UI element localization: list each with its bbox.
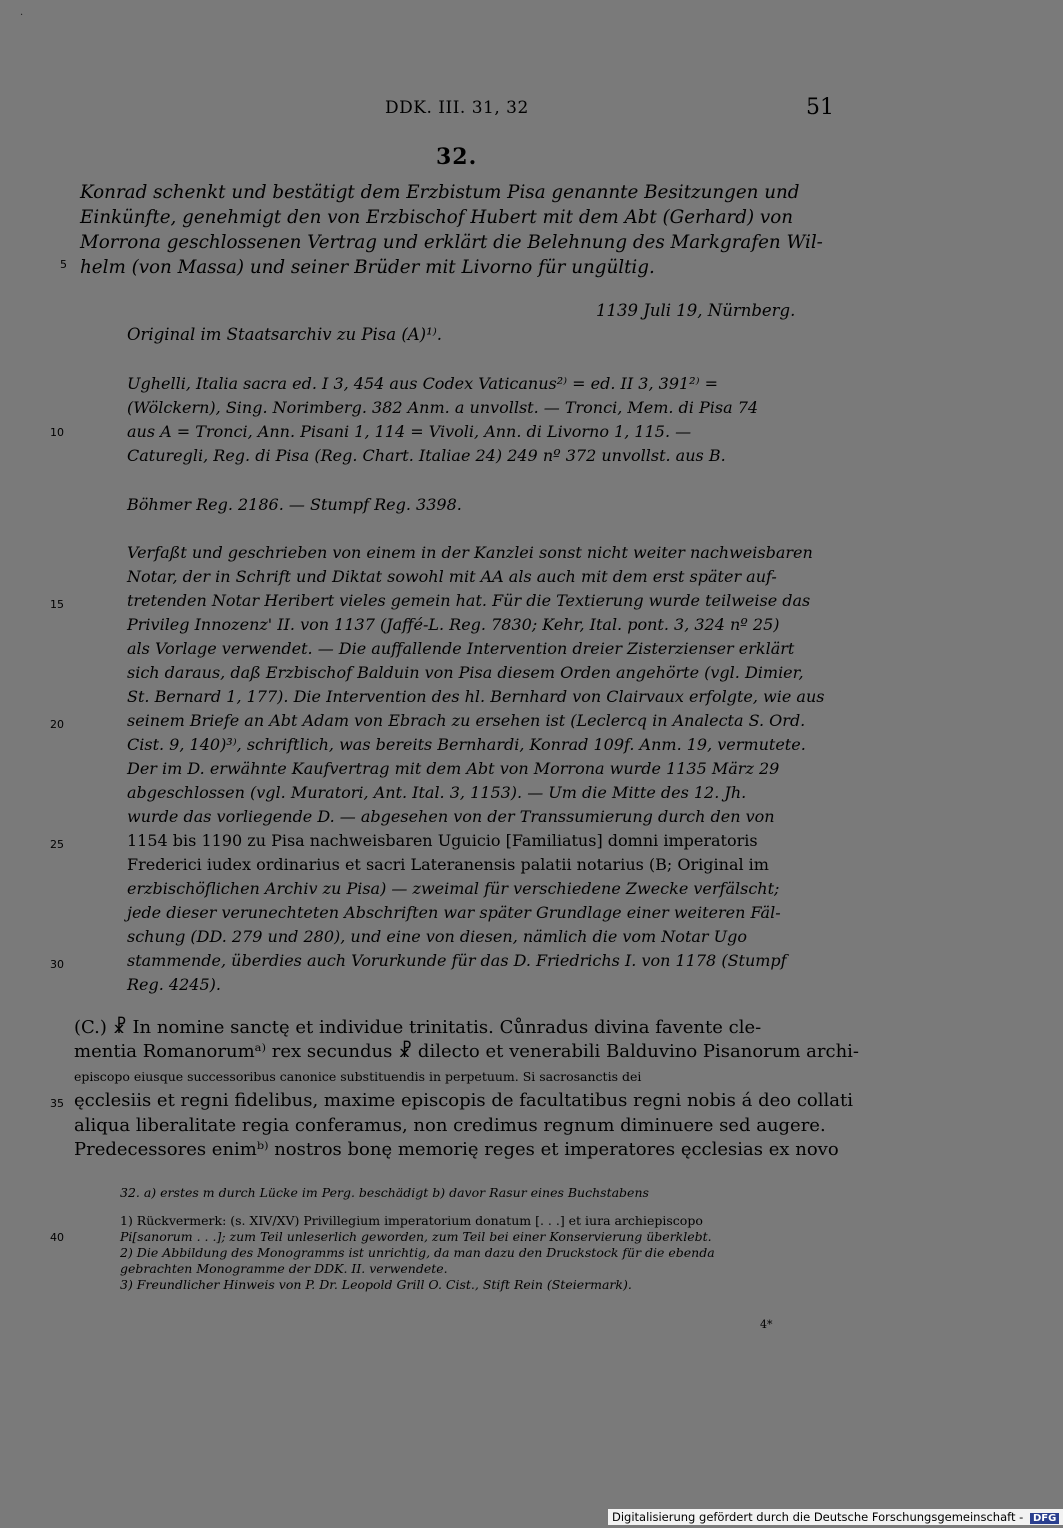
editions-line: Caturegli, Reg. di Pisa (Reg. Chart. Italiae 24) 249 nº 372 unvollst. aus B. — [127, 446, 726, 465]
commentary-line: Cist. 9, 140)³⁾, schriftlich, was bereits Bernhardi, Konrad 109f. Anm. 19, vermutete. — [127, 735, 806, 754]
commentary-line: stammende, überdies auch Vorurkunde für das D. Friedrichs I. von 1178 (Stumpf — [127, 951, 787, 970]
commentary-line: Der im D. erwähnte Kaufvertrag mit dem Abt von Morrona wurde 1135 März 29 — [127, 759, 780, 778]
commentary-line: wurde das vorliegende D. — abgesehen von der Transsumierung durch den von — [127, 807, 775, 826]
line-number: 15 — [50, 598, 64, 611]
regest-line: Morrona geschlossenen Vertrag und erklärt die Belehnung des Markgrafen Wil- — [80, 232, 823, 253]
line-number: 5 — [60, 258, 67, 271]
commentary-line: sich daraus, daß Erzbischof Balduin von Pisa diesem Orden angehörte (vgl. Dimier, — [127, 663, 804, 682]
running-head: DDK. III. 31, 32 — [385, 98, 529, 118]
commentary-line: Privileg Innozenz' II. von 1137 (Jaffé-L. Reg. 7830; Kehr, Ital. pont. 3, 324 nº 25) — [127, 615, 780, 634]
editions-line: aus A = Tronci, Ann. Pisani 1, 114 = Vivoli, Ann. di Livorno 1, 115. — — [127, 422, 692, 441]
commentary-line: Reg. 4245). — [127, 975, 221, 994]
text-line: Predecessores enimᵇ⁾ nostros bonę memorię reges et imperatores ęcclesias ex novo — [74, 1139, 839, 1161]
text-line: (C.) ☧ In nomine sanctę et individue trinitatis. Cůnradus divina favente cle- — [74, 1017, 762, 1038]
charter-text — [74, 1016, 860, 1162]
date-place: 1139 Juli 19, Nürnberg. — [596, 301, 796, 320]
dfg-logo: DFG — [1030, 1513, 1059, 1524]
text-line: episcopo eiusque successoribus canonice substituendis in perpetuum. Si sacrosanctis dei — [74, 1068, 642, 1084]
footnote-line: 3) Freundlicher Hinweis von P. Dr. Leopold Grill O. Cist., Stift Rein (Steiermark). — [120, 1277, 632, 1292]
document-number: 32. — [436, 144, 478, 170]
tick-mark: · — [20, 10, 24, 21]
line-number: 10 — [50, 426, 64, 439]
line-number: 35 — [50, 1097, 64, 1110]
footnote-line: 2) Die Abbildung des Monogramms ist unrichtig, da man dazu den Druckstock für die ebenda — [120, 1245, 715, 1260]
commentary-line: Frederici iudex ordinarius et sacri Lateranensis palatii notarius (B; Original im — [127, 855, 769, 874]
commentary-line: abgeschlossen (vgl. Muratori, Ant. Ital. 3, 1153). — Um die Mitte des 12. Jh. — [127, 783, 747, 802]
commentary-line: 1154 bis 1190 zu Pisa nachweisbaren Uguicio [Familiatus] domni imperatoris — [127, 831, 758, 850]
commentary-line: St. Bernard 1, 177). Die Intervention des hl. Bernhard von Clairvaux erfolgte, wie aus — [127, 687, 825, 706]
variant-notes — [120, 1185, 830, 1201]
commentary-line: tretenden Notar Heribert vieles gemein hat. Für die Textierung wurde teilweise das — [127, 591, 811, 610]
footnotes — [120, 1213, 830, 1293]
regest — [80, 180, 830, 280]
editions-line: (Wölckern), Sing. Norimberg. 382 Anm. a unvollst. — Tronci, Mem. di Pisa 74 — [127, 398, 759, 417]
commentary-line: jede dieser verunechteten Abschriften war später Grundlage einer weiteren Fäl- — [127, 903, 781, 922]
line-number: 30 — [50, 958, 64, 971]
commentary-line: als Vorlage verwendet. — Die auffallende Intervention dreier Zisterzienser erklärt — [127, 639, 795, 658]
footnote-line: Pi[sanorum . . .]; zum Teil unleserlich geworden, zum Teil bei einer Konservierung überklebt. — [120, 1229, 712, 1244]
footnote-line: 1) Rückvermerk: (s. XIV/XV) Privillegium imperatorium donatum [. . .] et iura archiepiscopo — [120, 1213, 703, 1228]
original-source: Original im Staatsarchiv zu Pisa (A)¹⁾. — [127, 325, 443, 344]
line-number: 25 — [50, 838, 64, 851]
signature-mark: 4* — [760, 1318, 773, 1331]
regest-line: helm (von Massa) und seiner Brüder mit Livorno für ungültig. — [80, 257, 655, 278]
commentary-line: seinem Briefe an Abt Adam von Ebrach zu ersehen ist (Leclercq in Analecta S. Ord. — [127, 711, 806, 730]
regesta-line: Böhmer Reg. 2186. — Stumpf Reg. 3398. — [127, 495, 462, 514]
line-number: 20 — [50, 718, 64, 731]
page-header — [0, 95, 1000, 126]
footnote-line: gebrachten Monogramme der DDK. II. verwendete. — [120, 1261, 448, 1276]
commentary-line: erzbischöflichen Archiv zu Pisa) — zweimal für verschiedene Zwecke verfälscht; — [127, 879, 780, 898]
regest-line: Konrad schenkt und bestätigt dem Erzbistum Pisa genannte Besitzungen und — [80, 182, 800, 203]
variant-notes-line: 32. a) erstes m durch Lücke im Perg. beschädigt b) davor Rasur eines Buchstabens — [120, 1185, 649, 1200]
commentary — [127, 541, 827, 997]
commentary-line: Verfaßt und geschrieben von einem in der Kanzlei sonst nicht weiter nachweisbaren — [127, 543, 813, 562]
text-line: mentia Romanorumᵃ⁾ rex secundus ☧ dilecto et venerabili Balduvino Pisanorum archi- — [74, 1041, 860, 1063]
editions-line: Ughelli, Italia sacra ed. I 3, 454 aus Codex Vaticanus²⁾ = ed. II 3, 391²⁾ = — [127, 374, 719, 393]
page-number: 51 — [806, 95, 834, 120]
regesta-refs — [127, 493, 827, 517]
commentary-line: schung (DD. 279 und 280), und eine von diesen, nämlich die vom Notar Ugo — [127, 927, 747, 946]
text-line: aliqua liberalitate regia conferamus, non credimus regnum diminuere sed augere. — [74, 1114, 826, 1136]
line-number: 40 — [50, 1231, 64, 1244]
text-line: ęcclesiis et regni fidelibus, maxime episcopis de facultatibus regni nobis á deo collati — [74, 1090, 853, 1112]
funding-footer — [608, 1509, 1063, 1525]
editions — [127, 372, 827, 468]
regest-line: Einkünfte, genehmigt den von Erzbischof Hubert mit dem Abt (Gerhard) von — [80, 207, 794, 228]
commentary-line: Notar, der in Schrift und Diktat sowohl mit AA als auch mit dem erst später auf- — [127, 567, 777, 586]
funding-text: Digitalisierung gefördert durch die Deutsche Forschungsgemeinschaft - — [612, 1510, 1024, 1524]
